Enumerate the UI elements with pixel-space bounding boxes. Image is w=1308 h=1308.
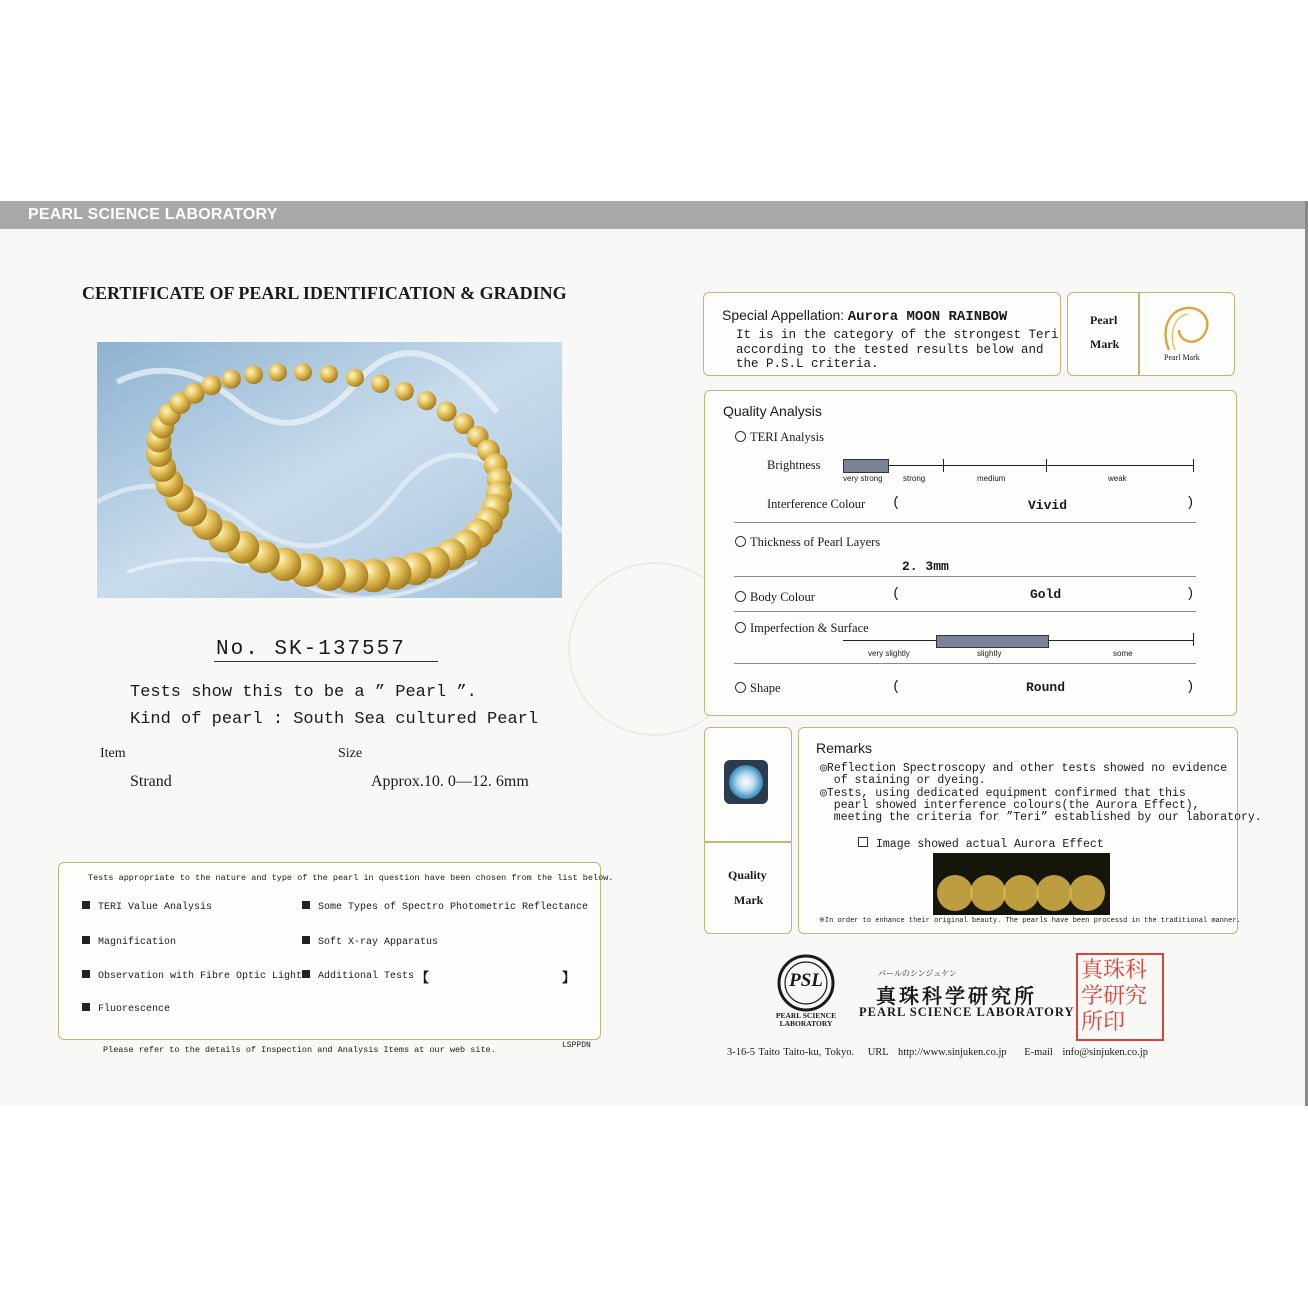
appellation-label: Special Appellation: [722, 307, 845, 323]
test-item-magnification: Magnification [82, 936, 176, 948]
body-colour-heading: Body Colour [735, 590, 815, 605]
shape-heading: Shape [735, 681, 781, 696]
aurora-pearl [970, 875, 1006, 911]
circle-bullet-icon [735, 682, 746, 693]
shape-value: Round [1026, 680, 1066, 695]
paren-open: ( [892, 495, 901, 511]
pearl [244, 365, 263, 384]
circle-bullet-icon [735, 536, 746, 547]
email-link[interactable]: info@sinjuken.co.jp [1062, 1047, 1148, 1058]
imperfection-heading: Imperfection & Surface [735, 621, 869, 636]
aurora-pearl [1003, 875, 1039, 911]
appellation-value: Aurora MOON RAINBOW [847, 309, 1008, 325]
pearl [294, 363, 312, 381]
paren-close: ) [1186, 679, 1195, 695]
remarks-title: Remarks [816, 740, 873, 756]
address: 3-16-5 Taito Taito-ku, Tokyo. [727, 1047, 855, 1058]
paren-close: ) [1186, 495, 1195, 511]
scale-very-strong: very strong [843, 474, 883, 483]
brightness-tick [1193, 459, 1194, 472]
imperfection-tick [1193, 633, 1194, 646]
quality-mark-label-1: Quality [728, 868, 767, 882]
bullet-icon [302, 901, 310, 909]
pearl-strand-photo [97, 342, 562, 598]
thickness-heading: Thickness of Pearl Layers [735, 535, 880, 550]
pearl-mark-divider [1138, 292, 1140, 376]
circle-bullet-icon [735, 622, 746, 633]
size-label: Size [338, 746, 363, 761]
brightness-marker [843, 459, 889, 473]
bullet-icon [82, 970, 90, 978]
japanese-lab-name: 真珠科学研究所 [876, 986, 1037, 1008]
aurora-pearl [1069, 875, 1105, 911]
additional-bracket-close: 】 [562, 971, 576, 986]
bullet-icon [82, 901, 90, 909]
english-lab-name: PEARL SCIENCE LABORATORY [859, 1005, 1075, 1019]
circle-bullet-icon [735, 431, 746, 442]
test-item-xray: Soft X-ray Apparatus [302, 936, 438, 948]
pearl [346, 369, 364, 387]
scale-some: some [1113, 649, 1133, 658]
identification-result: Tests show this to be a ” Pearl ”. [130, 683, 477, 702]
psl-logo-letters: PSL [789, 970, 823, 991]
pearl-mark-caption: Pearl Mark [1164, 353, 1200, 362]
aurora-image-caption: Image showed actual Aurora Effect [858, 837, 1104, 851]
brightness-label: Brightness [767, 458, 821, 472]
lab-name-header: PEARL SCIENCE LABORATORY [28, 206, 278, 223]
bullet-icon [302, 936, 310, 944]
divider [734, 611, 1196, 612]
scale-strong: strong [903, 474, 926, 483]
quality-analysis-title: Quality Analysis [723, 403, 822, 419]
address-line [727, 1047, 1148, 1058]
body-colour-value: Gold [1030, 587, 1062, 602]
circle-bullet-icon [735, 591, 746, 602]
pearl [201, 375, 221, 395]
aurora-pearl [1036, 875, 1072, 911]
pearl-strand-image [97, 342, 562, 598]
certificate-number: No. SK-137557 [216, 638, 406, 661]
divider [734, 576, 1196, 577]
pearl-mark-icon [1155, 302, 1217, 354]
kind-of-pearl: Kind of pearl : South Sea cultured Pearl [130, 710, 539, 729]
pearl [437, 402, 457, 422]
pearl-mark-label-2: Mark [1090, 337, 1120, 351]
pearl [320, 365, 338, 383]
cert-number-underline [214, 661, 438, 662]
pearl [417, 391, 436, 410]
additional-bracket-open: 【 [416, 971, 430, 986]
website-link[interactable]: http://www.sinjuken.co.jp [897, 1047, 1007, 1058]
checkbox-icon [858, 837, 868, 847]
test-item-spectro: Some Types of Spectro Photometric Reflectance [302, 901, 588, 913]
scale-medium: medium [977, 474, 1006, 483]
website-note: Please refer to the details of Inspection and Analysis Items at our web site. [103, 1045, 496, 1055]
enhancement-note: ※In order to enhance their original beauty. The pearls have been processd in the traditional manner. [819, 917, 1241, 925]
pearl [222, 370, 241, 389]
pearl [269, 363, 287, 381]
seal-characters: 真珠科学研究所印 [1081, 958, 1148, 1035]
scale-slightly: slightly [977, 649, 1002, 658]
pearl [395, 382, 414, 401]
pearl-mark-label-1: Pearl [1090, 313, 1118, 327]
quality-mark-hologram [724, 760, 768, 804]
form-code: LSPPDN [562, 1041, 591, 1050]
remarks-text: ◎Reflection Spectroscopy and other tests showed no evidence of staining or dyeing. ◎Tests, using dedicated equipment confirmed that this pearl showed interference colours(the Aurora Effect), meeting the criteria for ”Teri” established by our laboratory. [820, 762, 1262, 825]
bullet-icon [302, 970, 310, 978]
paren-open: ( [892, 586, 901, 602]
japanese-kana: パールのシンジュケン [878, 969, 957, 978]
divider [734, 522, 1196, 523]
item-value: Strand [130, 773, 172, 790]
quality-mark-divider [704, 841, 792, 843]
pearl [371, 375, 389, 393]
bullet-icon [82, 1003, 90, 1011]
interference-label: Interference Colour [767, 497, 866, 511]
special-appellation [722, 307, 1007, 325]
aurora-pearl [937, 875, 973, 911]
test-item-additional: Additional Tests [302, 970, 414, 982]
aurora-effect-image [933, 853, 1110, 915]
certificate-title: CERTIFICATE OF PEARL IDENTIFICATION & GRADING [82, 283, 567, 303]
imperfection-marker [936, 635, 1049, 648]
teri-analysis-heading: TERI Analysis [735, 430, 824, 445]
paren-open: ( [892, 679, 901, 695]
paren-close: ) [1186, 586, 1195, 602]
psl-logo-caption: PEARL SCIENCE LABORATORY [775, 1011, 837, 1028]
brightness-tick [943, 459, 944, 472]
thickness-value: 2. 3mm [902, 559, 949, 574]
divider [734, 663, 1196, 664]
interference-value: Vivid [1028, 498, 1068, 513]
tests-intro: Tests appropriate to the nature and type of the pearl in question have been chosen from the list below. [88, 873, 614, 883]
url-label: URL [867, 1047, 889, 1058]
size-value: Approx.10. 0—12. 6mm [371, 773, 529, 790]
test-item-fibre-optic: Observation with Fibre Optic Light [82, 970, 302, 982]
item-label: Item [100, 746, 126, 761]
appellation-description: It is in the category of the strongest Teri according to the tested results below and the P.S.L criteria. [736, 328, 1059, 371]
brightness-scale-line [843, 465, 1194, 466]
scale-weak: weak [1108, 474, 1127, 483]
test-item-fluorescence: Fluorescence [82, 1003, 170, 1015]
bullet-icon [82, 936, 90, 944]
brightness-tick [1046, 459, 1047, 472]
quality-mark-label-2: Mark [734, 893, 764, 907]
scale-very-slightly: very slightly [868, 649, 910, 658]
test-item-teri: TERI Value Analysis [82, 901, 212, 913]
email-label: E-mail [1024, 1047, 1053, 1058]
